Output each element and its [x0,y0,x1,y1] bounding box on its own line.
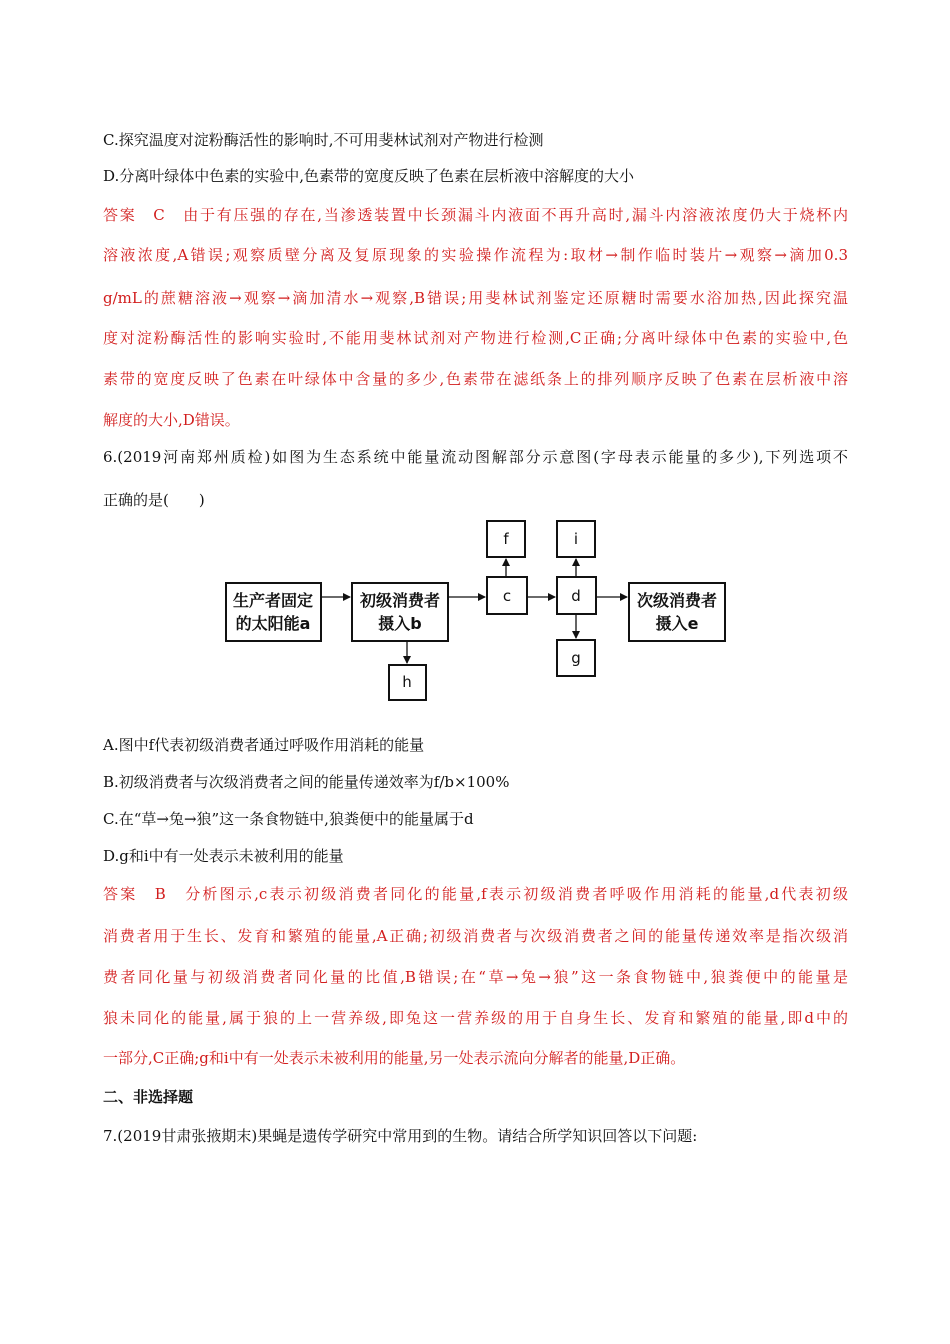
text-line-1: C.探究温度对淀粉酶活性的影响时,不可用斐林试剂对产物进行检测 [103,131,544,149]
option-a: A.图中f代表初级消费者通过呼吸作用消耗的能量 [103,736,425,754]
answer-line-4: 度对淀粉酶活性的影响实验时,不能用斐林试剂对产物进行检测,C正确;分离叶绿体中色素的实验中,色 [103,329,848,347]
answer2-line-2: 消费者用于生长、发育和繁殖的能量,A正确;初级消费者与次级消费者之间的能量传递效率是指次级消 [103,927,848,945]
question-6-line-1: 6.(2019河南郑州质检)如图为生态系统中能量流动图解部分示意图(字母表示能量的多少),下列选项不 [103,448,848,466]
answer-line-5: 素带的宽度反映了色素在叶绿体中含量的多少,色素带在滤纸条上的排列顺序反映了色素在层析液中溶 [103,370,848,388]
energy-flow-diagram [0,510,950,705]
producer-label-2: 的太阳能a [235,614,311,633]
option-c: C.在“草→兔→狼”这一条食物链中,狼粪便中的能量属于d [103,810,474,828]
answer-line-3: g/mL的蔗糖溶液→观察→滴加清水→观察,B错误;用斐林试剂鉴定还原糖时需要水浴加热,因此探究温 [103,289,848,307]
answer-line-2: 溶液浓度,A错误;观察质壁分离及复原现象的实验操作流程为:取材→制作临时装片→观察→滴加0.3 [103,246,848,264]
option-b: B.初级消费者与次级消费者之间的能量传递效率为f/b×100% [103,773,510,791]
answer2-line-5: 一部分,C正确;g和i中有一处表示未被利用的能量,另一处表示流向分解者的能量,D正确。 [103,1049,686,1067]
section-heading: 二、非选择题 [103,1088,194,1106]
secondary-consumer-label-1: 次级消费者 [636,591,718,610]
option-d: D.g和i中有一处表示未被利用的能量 [103,847,344,865]
answer2-line-3: 费者同化量与初级消费者同化量的比值,B错误;在“草→兔→狼”这一条食物链中,狼粪便中的能量是 [103,968,848,986]
answer2-line-1: 答案 B 分析图示,c表示初级消费者同化的能量,f表示初级消费者呼吸作用消耗的能量,d代表初级 [103,885,848,903]
primary-consumer-label-1: 初级消费者 [359,591,441,610]
question-6-line-2: 正确的是( ) [103,491,205,509]
answer2-line-4: 狼未同化的能量,属于狼的上一营养级,即兔这一营养级的用于自身生长、发育和繁殖的能量,即d中的 [103,1009,848,1027]
g-label: g [571,649,581,667]
c-label: c [502,587,512,605]
secondary-consumer-label-2: 摄入e [655,614,699,633]
f-label: f [503,530,509,548]
text-line-2: D.分离叶绿体中色素的实验中,色素带的宽度反映了色素在层析液中溶解度的大小 [103,167,635,185]
i-label: i [573,530,579,548]
producer-label-1: 生产者固定 [232,591,314,610]
h-label: h [402,673,412,691]
d-label: d [571,587,581,605]
primary-consumer-label-2: 摄入b [378,614,422,633]
question-7: 7.(2019甘肃张掖期末)果蝇是遗传学研究中常用到的生物。请结合所学知识回答以下问题: [103,1127,698,1145]
answer-line-6: 解度的大小,D错误。 [103,411,240,429]
answer-line-1: 答案 C 由于有压强的存在,当渗透装置中长颈漏斗内液面不再升高时,漏斗内溶液浓度仍大于烧杯内 [103,206,848,224]
